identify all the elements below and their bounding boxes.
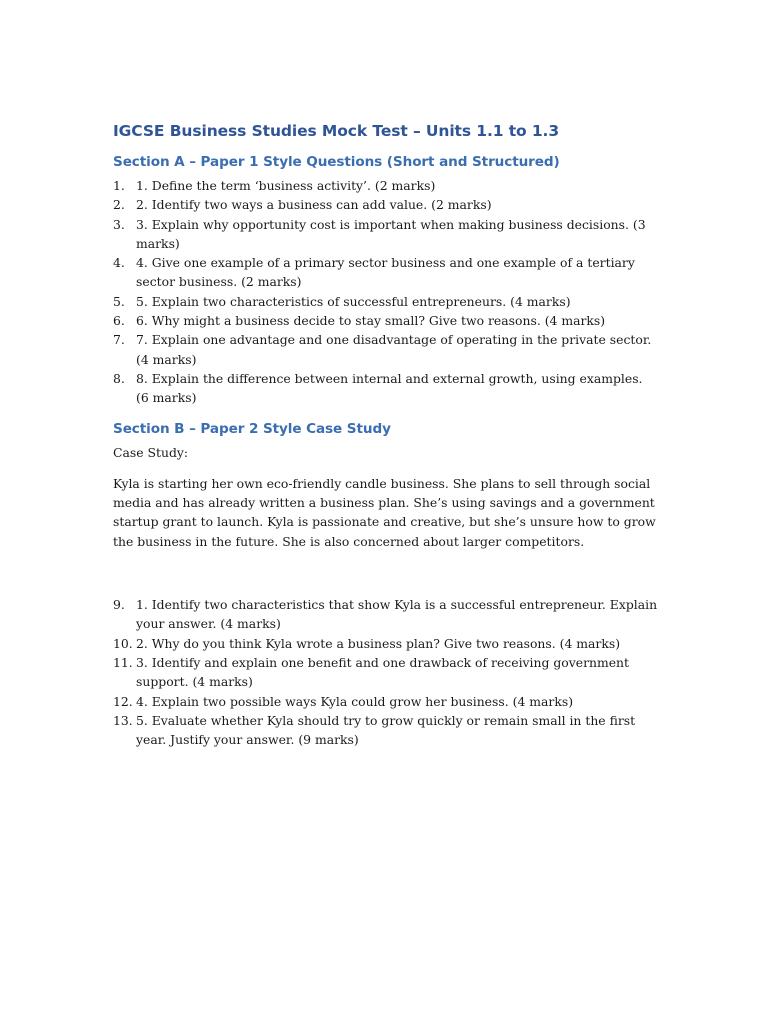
- list-item: [113, 176, 658, 195]
- list-item: [113, 711, 658, 750]
- list-item: [113, 634, 658, 653]
- question-number: 9.: [113, 597, 125, 613]
- question-number: 8.: [113, 370, 125, 386]
- list-item: [113, 215, 658, 254]
- question-text: 8. Explain the difference between internal and external growth, using examples. (6 marks): [136, 370, 643, 406]
- question-text: 7. Explain one advantage and one disadvantage of operating in the private sector. (4 marks): [136, 332, 652, 367]
- question-number: 11.: [113, 654, 133, 670]
- question-text: 2. Why do you think Kyla wrote a business plan? Give two reasons. (4 marks): [136, 635, 621, 651]
- case-study-label: Case Study:: [113, 444, 189, 460]
- list-item: [113, 311, 658, 330]
- question-number: 1.: [113, 178, 125, 193]
- list-item: [113, 653, 658, 692]
- question-text: 3. Identify and explain one benefit and one drawback of receiving government support. (4 marks): [136, 654, 630, 690]
- section-b-heading: Section B – Paper 2 Style Case Study: [113, 420, 391, 437]
- question-text: 3. Explain why opportunity cost is important when making business decisions. (3 marks): [136, 216, 646, 251]
- list-item: [113, 253, 658, 292]
- question-text: 6. Why might a business decide to stay small? Give two reasons. (4 marks): [136, 313, 606, 329]
- question-text: 2. Identify two ways a business can add value. (2 marks): [136, 197, 492, 213]
- list-item: [113, 195, 658, 214]
- question-text: 5. Explain two characteristics of successful entrepreneurs. (4 marks): [136, 293, 571, 309]
- list-item: [113, 692, 658, 711]
- list-item: [113, 595, 658, 634]
- list-item: [113, 292, 658, 311]
- question-number: 5.: [113, 293, 125, 309]
- document-page: [113, 122, 658, 749]
- question-text: 4. Explain two possible ways Kyla could grow her business. (4 marks): [136, 693, 574, 709]
- section-b-question-list: [113, 595, 658, 749]
- list-item: [113, 369, 658, 408]
- section-a-question-list: [113, 176, 658, 408]
- list-item: [113, 330, 658, 369]
- question-number: 3.: [113, 216, 125, 232]
- question-text: 4. Give one example of a primary sector business and one example of a tertiary sector business. (2 marks): [136, 255, 635, 290]
- question-number: 4.: [113, 255, 125, 271]
- question-number: 7.: [113, 332, 125, 348]
- document-title: IGCSE Business Studies Mock Test – Units 1.1 to 1.3: [113, 122, 560, 140]
- question-number: 2.: [113, 197, 125, 213]
- question-text: 1. Identify two characteristics that show Kyla is a successful entrepreneur. Explain your answer. (4 marks): [136, 597, 658, 632]
- question-text: 1. Define the term ‘business activity’. (2 marks): [136, 178, 436, 193]
- question-number: 6.: [113, 313, 125, 329]
- question-number: 10.: [113, 635, 133, 651]
- section-a-heading: Section A – Paper 1 Style Questions (Short and Structured): [113, 154, 560, 170]
- question-text: 5. Evaluate whether Kyla should try to grow quickly or remain small in the first year. Justify your answer. (9 marks): [136, 712, 636, 748]
- question-number: 13.: [113, 712, 133, 728]
- question-number: 12.: [113, 693, 133, 709]
- case-study-text: Kyla is starting her own eco-friendly candle business. She plans to sell through social media and has already written a business plan. She’s using savings and a government startup grant to launch. Kyla is passionate and creative, but she’s unsure how to grow the business in the future. She is also concerned about larger competitors.: [113, 475, 656, 549]
